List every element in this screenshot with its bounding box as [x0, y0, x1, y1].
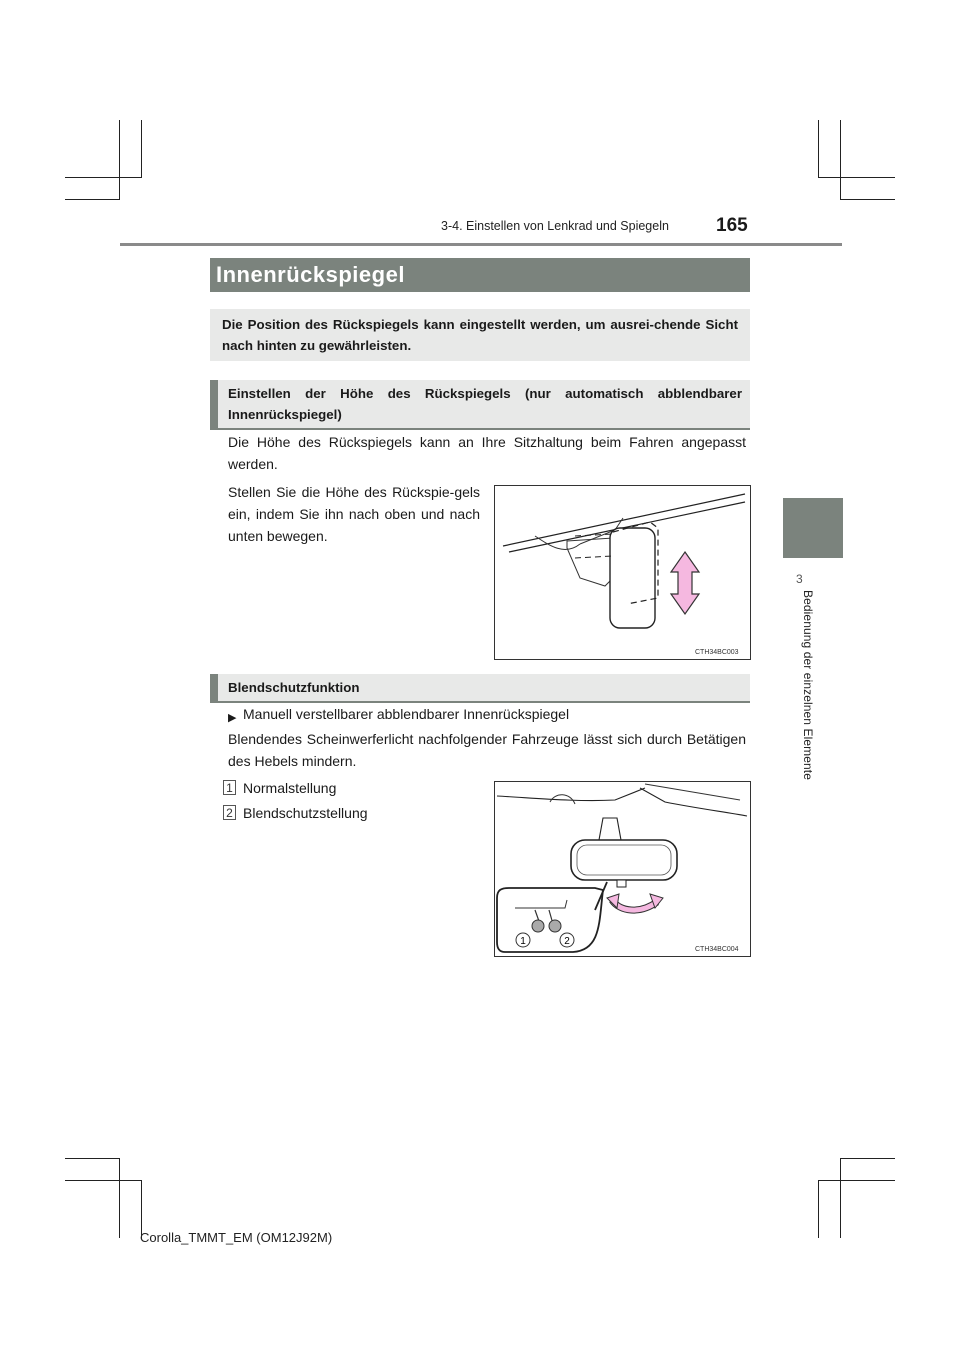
- crop-mark: [141, 120, 142, 178]
- figure-callout-2: [560, 933, 574, 947]
- mirror-height-figure: [494, 485, 751, 660]
- figure-callout-1: [516, 933, 530, 947]
- figure-callout-1-label: 1: [520, 936, 526, 947]
- crop-mark: [65, 199, 120, 200]
- item-antiglare-position: Blendschutzstellung: [243, 805, 368, 821]
- chapter-title: 3-4. Einstellen von Lenkrad und Spiegeln: [441, 219, 669, 233]
- figure-callout-2-label: 2: [564, 936, 570, 947]
- mirror-height-illustration: [495, 486, 750, 659]
- mirror-antiglare-figure: [494, 781, 751, 957]
- crop-mark: [119, 120, 120, 200]
- crop-mark: [818, 1180, 819, 1238]
- footer-document-id: Corolla_TMMT_EM (OM12J92M): [140, 1230, 333, 1245]
- height-adjust-text: Die Höhe des Rückspiegels kann an Ihre Sitzhaltung beim Fahren angepasst werden.: [228, 434, 746, 472]
- crop-mark: [818, 1180, 895, 1181]
- chapter-tab-label: Bedienung der einzelnen Elemente: [801, 590, 815, 781]
- header-rule: [120, 243, 842, 246]
- crop-mark: [840, 1158, 895, 1159]
- crop-mark: [840, 1158, 841, 1238]
- crop-mark: [840, 199, 895, 200]
- page-number: 165: [716, 215, 748, 236]
- mirror-antiglare-illustration: [495, 782, 750, 956]
- antiglare-heading: Blendschutzfunktion: [210, 674, 750, 701]
- height-adjust-instruction: Stellen Sie die Höhe des Rückspie-gels ein, indem Sie ihn nach oben und nach unten bewegen.: [228, 484, 480, 544]
- height-adjust-heading: Einstellen der Höhe des Rückspiegels (nur automatisch abblendbarer Innenrückspiegel): [210, 380, 750, 428]
- crop-mark: [119, 1158, 120, 1238]
- section-intro: Die Position des Rückspiegels kann eingestellt werden, um ausrei-chende Sicht nach hinten zu gewährleisten.: [210, 309, 750, 361]
- crop-mark: [840, 120, 841, 200]
- crop-mark: [818, 177, 895, 178]
- figure-code: CTH34BC003: [695, 649, 739, 656]
- antiglare-subtitle: Manuell verstellbarer abblendbarer Innenrückspiegel: [243, 706, 570, 722]
- antiglare-text: Blendendes Scheinwerferlicht nachfolgender Fahrzeuge lässt sich durch Betätigen des Hebels mindern.: [228, 731, 746, 769]
- crop-mark: [65, 177, 141, 178]
- chapter-tab-number: 3: [796, 572, 803, 586]
- crop-mark: [65, 1158, 120, 1159]
- figure-code: CTH34BC004: [695, 946, 739, 953]
- bullet-arrow-icon: ▶: [228, 712, 237, 724]
- crop-mark: [65, 1180, 141, 1181]
- section-title: Innenrückspiegel: [210, 258, 750, 292]
- chapter-tab: [783, 498, 843, 558]
- callout-number: 2: [223, 805, 236, 820]
- crop-mark: [818, 120, 819, 178]
- callout-number: 1: [223, 780, 236, 795]
- item-normal-position: Normalstellung: [243, 780, 337, 796]
